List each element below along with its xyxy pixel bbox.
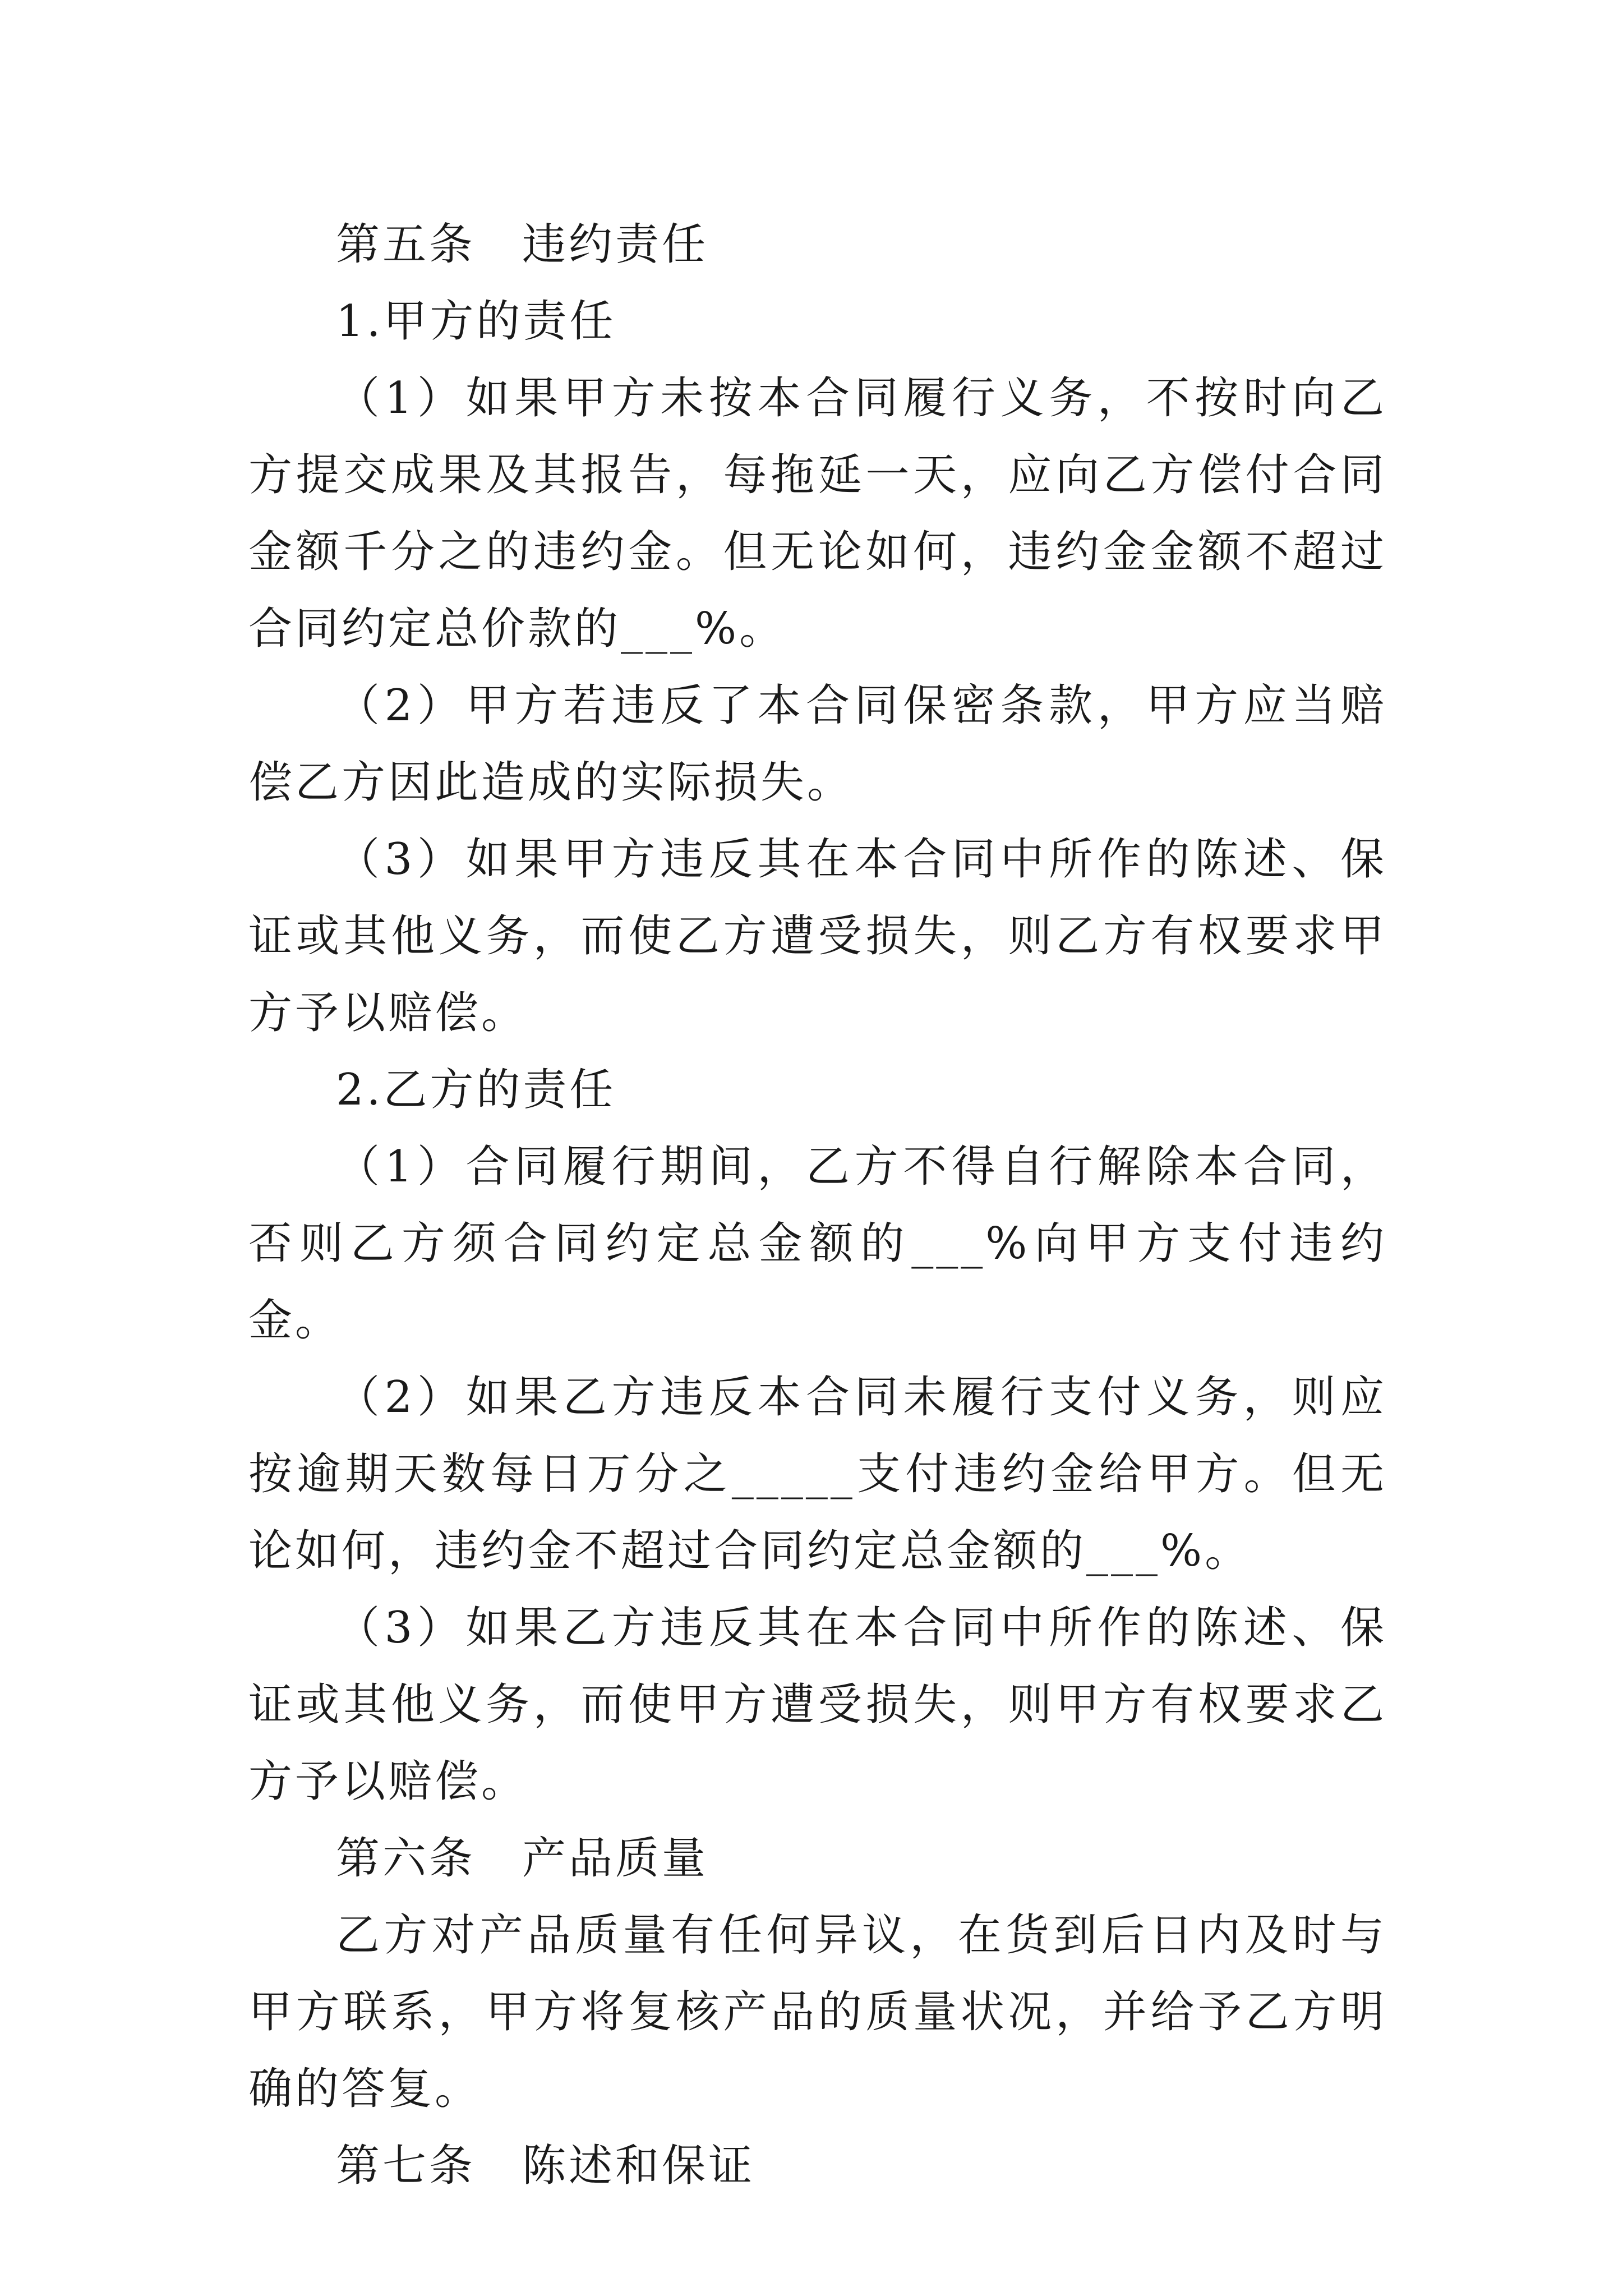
article-6-body: 乙方对产品质量有任何异议，在货到后日内及时与甲方联系，甲方将复核产品的质量状况，并给予乙方明确的答复。 [248,1910,1387,2114]
article-7-heading: 第七条 陈述和保证 [336,2141,755,2191]
party-a-clause-2: （2）甲方若违反了本合同保密条款，甲方应当赔偿乙方因此造成的实际损失。 [248,680,1387,808]
party-a-clause-3: （3）如果甲方违反其在本合同中所作的陈述、保证或其他义务，而使乙方遭受损失，则乙方有权要求甲方予以赔偿。 [248,834,1387,1038]
party-b-clause-1: （1）合同履行期间，乙方不得自行解除本合同，否则乙方须合同约定总金额的___%向甲方支付违约金。 [248,1142,1387,1346]
party-a-clause-1: （1）如果甲方未按本合同履行义务，不按时向乙方提交成果及其报告，每拖延一天，应向乙方偿付合同金额千分之的违约金。但无论如何，违约金金额不超过合同约定总价款的___%。 [248,373,1387,654]
party-b-clause-3: （3）如果乙方违反其在本合同中所作的陈述、保证或其他义务，而使甲方遭受损失，则甲方有权要求乙方予以赔偿。 [248,1603,1387,1807]
document-body [248,206,1387,2205]
article-6-heading: 第六条 产品质量 [336,1833,709,1884]
party-b-clause-2: （2）如果乙方违反本合同未履行支付义务，则应按逾期天数每日万分之_____支付违约金给甲方。但无论如何，违约金不超过合同约定总金额的___%。 [248,1372,1387,1576]
party-b-liability-heading: 2.乙方的责任 [336,1065,616,1115]
article-5-heading: 第五条 违约责任 [336,219,709,270]
party-a-liability-heading: 1.甲方的责任 [336,296,616,347]
